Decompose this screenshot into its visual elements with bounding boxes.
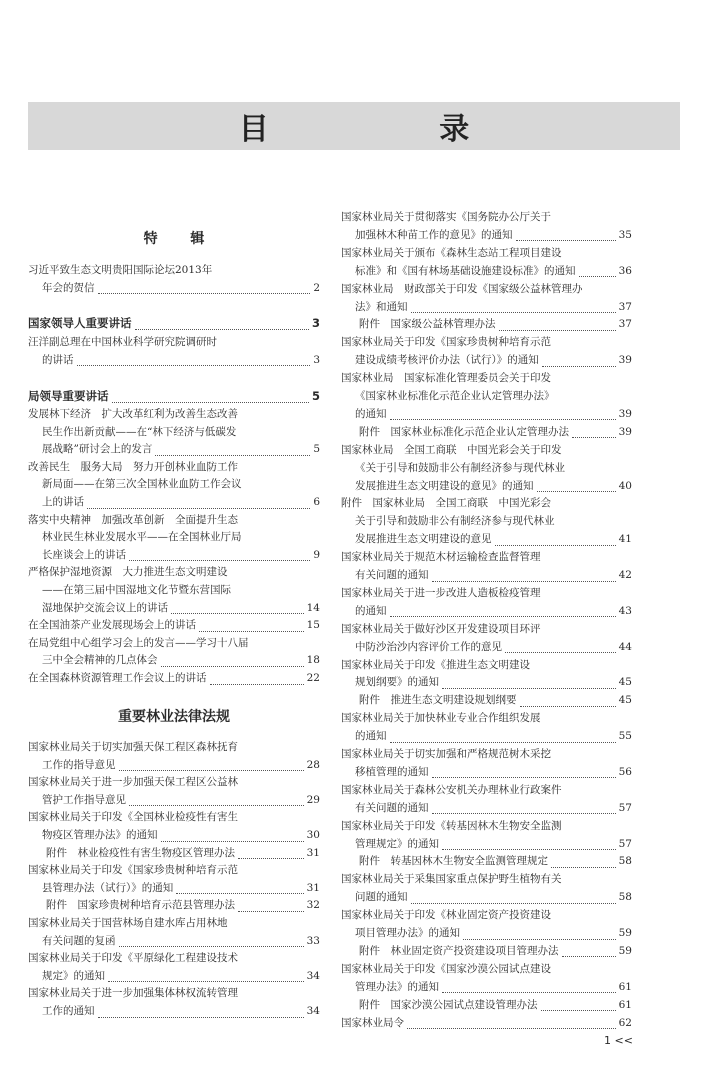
section-page: 3 (311, 316, 320, 330)
toc-entry-text: 中防沙治沙内容评价工作的意见 (355, 640, 502, 653)
toc-entry-line[interactable] (28, 793, 320, 808)
toc-entry-line[interactable] (28, 442, 320, 457)
toc-page-number: 59 (618, 944, 632, 957)
toc-entry-line[interactable] (28, 583, 320, 598)
toc-page-number: 37 (618, 300, 632, 313)
toc-entry-text: 长座谈会上的讲话 (42, 548, 126, 561)
toc-entry-text: 规定》的通知 (42, 969, 105, 982)
toc-page-number: 14 (306, 601, 320, 614)
leader-dots (432, 804, 616, 814)
leader-dots (541, 1001, 616, 1011)
toc-entry-line[interactable] (28, 828, 320, 843)
toc-page-number: 33 (306, 934, 320, 947)
toc-entry-text: 管理规定》的通知 (355, 837, 439, 850)
leader-dots (579, 267, 616, 277)
leader-dots (562, 947, 616, 957)
toc-page-number: 59 (618, 927, 632, 939)
toc-entry-text: 展战略”研讨会上的发言 (42, 443, 153, 456)
toc-page-number: 29 (306, 793, 320, 806)
toc-entry-text: 管护工作指导意见 (42, 793, 126, 806)
toc-entry-line[interactable] (341, 389, 632, 404)
toc-entry-text: 国家林业局关于印发《推进生态文明建设 (341, 658, 530, 671)
toc-entry-line[interactable] (341, 514, 632, 529)
toc-entry-text: 问题的通知 (355, 891, 408, 904)
toc-entry-text: 关于引导和鼓励非公有制经济参与现代林业 (355, 515, 555, 528)
toc-entry-text: 三中全会精神的几点体会 (42, 654, 158, 667)
toc-entry-line[interactable] (28, 969, 320, 984)
toc-entry-text: 习近平致生态文明贵阳国际论坛2013年 (28, 264, 213, 276)
toc-page-number: 44 (618, 640, 632, 653)
toc-entry-text: 的讲话 (42, 353, 74, 366)
toc-page-number: 45 (618, 694, 632, 707)
leader-dots (390, 607, 616, 617)
toc-entry-line[interactable] (341, 854, 632, 869)
toc-page-number: 32 (306, 899, 320, 912)
toc-page-number: 31 (306, 881, 320, 894)
toc-entry-line[interactable] (341, 783, 632, 798)
toc-entry-line[interactable] (28, 460, 320, 475)
toc-entry-text: 国家林业局关于印发《国家珍贵树种培育示范 (28, 864, 238, 877)
toc-entry-text: 国家林业局关于进一步加强集体林权流转管理 (28, 987, 238, 1000)
leader-dots (161, 657, 304, 667)
leader-dots (98, 284, 311, 294)
toc-entry-text: 上的讲话 (42, 496, 84, 508)
toc-entry-text: 移植管理的通知 (355, 765, 429, 778)
section-heading-special: 特 辑 (143, 231, 219, 247)
section-title: 局领导重要讲话 (28, 389, 109, 403)
toc-entry-text: 国家林业局关于印发《平原绿化工程建设技术 (28, 952, 238, 965)
toc-entry-text: 国家林业局关于采集国家重点保护野生植物有关 (341, 873, 562, 886)
title-banner (28, 102, 680, 150)
leader-dots (210, 675, 304, 685)
toc-entry-text: 附件 转基因林木生物安全监测管理规定 (359, 855, 548, 868)
toc-entry-line[interactable] (341, 532, 632, 547)
toc-page-number: 36 (618, 264, 632, 277)
toc-entry-line[interactable] (341, 371, 632, 386)
leader-dots (199, 622, 304, 632)
toc-entry-text: 附件 推进生态文明建设规划纲要 (359, 694, 517, 707)
toc-entry-line[interactable] (341, 264, 632, 279)
leader-dots (112, 393, 309, 403)
leader-dots (495, 536, 616, 546)
toc-entry-line[interactable] (28, 407, 320, 422)
leader-dots (505, 643, 616, 653)
toc-entry-text: 县管理办法（试行）》的通知 (42, 881, 174, 894)
toc-entry-text: 有关问题的通知 (355, 801, 429, 814)
toc-page-number: 61 (618, 980, 632, 993)
toc-entry-line[interactable] (28, 898, 320, 913)
toc-entry-text: 《国家林业标准化示范企业认定管理办法》 (355, 390, 555, 402)
page-number: 1 << (604, 1034, 633, 1047)
leader-dots (537, 482, 616, 492)
toc-page-number: 34 (306, 969, 320, 982)
toc-entry-text: 规划纲要》的通知 (355, 676, 439, 689)
toc-entry-line[interactable] (341, 622, 632, 637)
toc-entry-text: 国家林业局关于规范木材运输检查监督管理 (341, 551, 541, 564)
leader-dots (161, 832, 304, 842)
toc-entry-line[interactable] (341, 228, 632, 243)
toc-entry-line[interactable] (341, 479, 632, 494)
toc-entry-text: 国家林业局关于印发《国家沙漠公园试点建设 (341, 962, 551, 975)
toc-entry-text: 法》和通知 (355, 300, 408, 313)
toc-page-number: 5 (313, 443, 320, 456)
toc-entry-line[interactable] (341, 407, 632, 422)
toc-entry-line[interactable] (341, 908, 632, 923)
toc-entry-line[interactable] (341, 246, 632, 261)
toc-entry-line[interactable] (341, 729, 632, 744)
toc-entry-line[interactable] (28, 565, 320, 580)
toc-entry-text: 林业民生林业发展水平——在全国林业厅局 (42, 531, 242, 544)
toc-entry-line[interactable] (28, 758, 320, 773)
toc-page-number: 39 (618, 407, 632, 420)
toc-entry-text: 管理办法》的通知 (355, 980, 439, 993)
toc-entry-line[interactable] (341, 586, 632, 601)
toc-page-number: 3 (313, 353, 320, 366)
leader-dots (155, 446, 310, 456)
toc-entry-line[interactable] (341, 998, 632, 1013)
toc-entry-text: 国家林业局令 (341, 1016, 404, 1029)
section-heading-leaders[interactable] (28, 316, 320, 331)
toc-entry-text: 严格保护湿地资源 大力推进生态文明建设 (28, 566, 228, 579)
toc-entry-line[interactable] (341, 496, 632, 511)
leader-dots (432, 768, 616, 778)
toc-page-number: 6 (313, 496, 320, 508)
leader-dots (407, 1019, 616, 1029)
toc-entry-line[interactable] (28, 863, 320, 878)
toc-entry-line[interactable] (341, 335, 632, 350)
toc-entry-line[interactable] (28, 846, 320, 861)
toc-entry-line[interactable] (341, 747, 632, 762)
toc-entry-text: 国家林业局关于进一步加强天保工程区公益林 (28, 776, 238, 789)
toc-entry-line[interactable] (341, 443, 632, 458)
leader-dots (520, 697, 616, 707)
toc-entry-line[interactable] (28, 671, 320, 686)
toc-entry-text: 国家林业局 全国工商联 中国光彩会关于印发 (341, 443, 562, 456)
toc-entry-line[interactable] (341, 801, 632, 816)
toc-entry-line[interactable] (341, 604, 632, 619)
toc-entry-text: 湿地保护交流会议上的讲话 (42, 601, 168, 614)
toc-entry-line[interactable] (341, 300, 632, 315)
toc-entry-text: 在局党组中心组学习会上的发言——学习十八届 (28, 636, 249, 649)
toc-page-number: 35 (618, 228, 632, 241)
toc-entry-text: 发展推进生态文明建设的意见》的通知 (355, 479, 534, 492)
toc-entry-text: 附件 国家林业标准化示范企业认定管理办法 (359, 425, 569, 438)
toc-entry-text: 国家林业局关于印发《林业固定资产投资建设 (341, 909, 551, 922)
toc-entry-text: 建设成绩考核评价办法（试行）》的通知 (355, 354, 539, 367)
toc-entry-line[interactable] (341, 210, 632, 225)
toc-entry-line[interactable] (28, 353, 320, 368)
toc-page-number: 15 (306, 619, 320, 632)
section-heading-law: 重要林业法律法规 (118, 709, 230, 725)
toc-page-number: 61 (618, 998, 632, 1011)
toc-entry-text: 的通知 (355, 604, 387, 617)
toc-entry-text: 国家林业局关于森林公安机关办理林业行政案件 (341, 783, 562, 796)
toc-entry-text: 国家林业局关于进一步改进人造板检疫管理 (341, 586, 541, 599)
toc-page-number: 22 (306, 672, 320, 684)
toc-entry-line[interactable] (28, 986, 320, 1001)
leader-dots (390, 410, 616, 420)
toc-entry-text: 《关于引导和鼓励非公有制经济参与现代林业 (355, 461, 565, 474)
toc-entry-line[interactable] (341, 568, 632, 583)
toc-entry-text: 附件 国家珍贵树种培育示范县管理办法 (46, 899, 235, 912)
toc-entry-line[interactable] (341, 926, 632, 941)
toc-page-number: 39 (618, 354, 632, 367)
toc-entry-text: 国家林业局关于贯彻落实《国务院办公厅关于 (341, 211, 551, 223)
toc-entry-line[interactable] (341, 872, 632, 887)
leader-dots (411, 894, 616, 904)
toc-entry-line[interactable] (28, 618, 320, 633)
toc-entry-line[interactable] (341, 890, 632, 905)
toc-entry-line[interactable] (28, 951, 320, 966)
leader-dots (572, 428, 616, 438)
toc-page-number: 58 (618, 855, 632, 868)
toc-entry-text: 改善民生 服务大局 努力开创林业血防工作 (28, 460, 238, 473)
toc-entry-text: 新局面——在第三次全国林业血防工作会议 (42, 478, 242, 491)
toc-entry-line[interactable] (28, 934, 320, 949)
toc-entry-text: 国家林业局 国家标准化管理委员会关于印发 (341, 372, 551, 385)
leader-dots (238, 849, 304, 859)
leader-dots (129, 796, 304, 806)
toc-page-number: 37 (618, 318, 632, 331)
toc-entry-line[interactable] (28, 495, 320, 510)
leader-dots (238, 902, 304, 912)
toc-entry-text: 附件 国家级公益林管理办法 (359, 318, 496, 331)
toc-entry-text: 国家林业局关于做好沙区开发建设项目环评 (341, 622, 541, 635)
leader-dots (442, 983, 616, 993)
section-title: 国家领导人重要讲话 (28, 316, 132, 330)
toc-entry-text: 在全国森林资源管理工作会议上的讲话 (28, 672, 207, 684)
leader-dots (98, 1008, 304, 1018)
toc-entry-line[interactable] (341, 658, 632, 673)
toc-entry-line[interactable] (28, 335, 320, 350)
toc-entry-line[interactable] (341, 837, 632, 852)
toc-entry-text: 国家林业局关于印发《全国林业检疫性有害生 (28, 811, 238, 824)
leader-dots (119, 937, 304, 947)
toc-entry-line[interactable] (28, 636, 320, 651)
toc-entry-text: ——在第三届中国湿地文化节暨东营国际 (42, 584, 231, 596)
leader-dots (129, 551, 310, 561)
toc-page-number: 40 (618, 479, 632, 492)
toc-entry-text: 标准》和《国有林场基础设施建设标准》的通知 (355, 264, 576, 277)
leader-dots (442, 840, 616, 850)
toc-page-number: 41 (618, 533, 632, 546)
leader-dots (119, 761, 304, 771)
toc-entry-text: 在全国油茶产业发展现场会上的讲话 (28, 619, 196, 632)
toc-entry-text: 工作的指导意见 (42, 758, 116, 771)
toc-entry-text: 国家林业局关于颁布《森林生态站工程项目建设 (341, 246, 562, 259)
toc-entry-line[interactable] (28, 916, 320, 931)
toc-entry-text: 发展林下经济 扩大改革红利为改善生态改善 (28, 408, 238, 420)
toc-page-number: 58 (618, 891, 632, 904)
toc-entry-line[interactable] (28, 530, 320, 545)
toc-entry-line[interactable] (28, 513, 320, 528)
toc-entry-text: 附件 国家沙漠公园试点建设管理办法 (359, 998, 538, 1011)
toc-entry-text: 附件 国家林业局 全国工商联 中国光彩会 (341, 497, 551, 510)
leader-dots (542, 357, 616, 367)
toc-page-number: 30 (306, 829, 320, 841)
page-title: 目 录 (238, 112, 550, 147)
toc-entry-text: 国家林业局 财政部关于印发《国家级公益林管理办 (341, 282, 583, 295)
toc-entry-text: 有关问题的通知 (355, 569, 429, 581)
section-heading-bureau[interactable] (28, 389, 320, 404)
toc-entry-line[interactable] (28, 653, 320, 668)
toc-entry-text: 加强林木种苗工作的意见》的通知 (355, 228, 513, 241)
toc-page-number: 34 (306, 1005, 320, 1017)
toc-entry-line[interactable] (341, 980, 632, 995)
toc-entry-text: 附件 林业检疫性有害生物疫区管理办法 (46, 846, 235, 859)
toc-entry-line[interactable] (341, 765, 632, 780)
toc-page-number: 42 (618, 569, 632, 581)
toc-entry-line[interactable] (28, 601, 320, 616)
leader-dots (171, 604, 304, 614)
leader-dots (551, 858, 616, 868)
toc-page-number: 39 (618, 425, 632, 438)
toc-page-number: 43 (618, 604, 632, 617)
toc-entry-text: 国家林业局关于印发《国家珍贵树种培育示范 (341, 336, 551, 349)
toc-page-number: 31 (306, 846, 320, 859)
toc-entry-text: 国家林业局关于国营林场自建水库占用林地 (28, 917, 228, 929)
toc-page-number: 57 (618, 801, 632, 814)
toc-entry-line[interactable] (28, 775, 320, 790)
toc-entry-line[interactable] (341, 962, 632, 977)
toc-entry-line[interactable] (341, 711, 632, 726)
leader-dots (432, 572, 616, 582)
toc-entry-text: 国家林业局关于切实加强和严格规范树木采挖 (341, 748, 551, 760)
leader-dots (516, 231, 616, 241)
toc-page-number: 45 (618, 676, 632, 689)
section-page: 5 (311, 389, 320, 403)
leader-dots (108, 972, 304, 982)
toc-entry-text: 国家林业局关于加快林业专业合作组织发展 (341, 712, 541, 725)
toc-entry-line[interactable] (28, 548, 320, 563)
toc-page-number: 56 (618, 765, 632, 778)
toc-entry-text: 的通知 (355, 730, 387, 743)
toc-entry-text: 的通知 (355, 407, 387, 420)
leader-dots (390, 733, 616, 743)
toc-page-number: 55 (618, 730, 632, 743)
toc-entry-line[interactable] (341, 675, 632, 690)
toc-entry-text: 落实中央精神 加强改革创新 全面提升生态 (28, 513, 238, 526)
toc-entry-line[interactable] (341, 425, 632, 440)
toc-entry-line[interactable] (341, 1016, 632, 1031)
leader-dots (176, 884, 303, 894)
toc-entry-line[interactable] (341, 640, 632, 655)
toc-entry-text: 年会的贺信 (42, 281, 95, 294)
toc-page-number: 28 (306, 758, 320, 771)
toc-page-number: 62 (618, 1016, 632, 1029)
leader-dots (442, 679, 616, 689)
toc-entry-text: 工作的通知 (42, 1005, 95, 1017)
toc-entry-line[interactable] (28, 810, 320, 825)
toc-entry-line[interactable] (28, 281, 320, 296)
toc-entry-text: 项目管理办法》的通知 (355, 927, 460, 939)
toc-entry-text: 附件 林业固定资产投资建设项目管理办法 (359, 944, 559, 957)
toc-entry-text: 有关问题的复函 (42, 934, 116, 947)
leader-dots (135, 320, 309, 330)
leader-dots (499, 321, 616, 331)
leader-dots (77, 356, 311, 366)
toc-entry-line[interactable] (341, 693, 632, 708)
toc-entry-text: 汪洋副总理在中国林业科学研究院调研时 (28, 336, 217, 348)
toc-entry-line[interactable] (341, 819, 632, 834)
toc-entry-line[interactable] (28, 1004, 320, 1019)
toc-entry-line[interactable] (341, 282, 632, 297)
toc-entry-line[interactable] (341, 944, 632, 959)
toc-page-number: 57 (618, 837, 632, 850)
toc-entry-line[interactable] (341, 317, 632, 332)
toc-entry-line[interactable] (28, 881, 320, 896)
toc-page-number: 18 (306, 654, 320, 667)
leader-dots (411, 303, 616, 313)
toc-entry-text: 国家林业局关于印发《转基因林木生物安全监测 (341, 819, 562, 832)
toc-entry-text: 发展推进生态文明建设的意见 (355, 533, 492, 546)
toc-entry-line[interactable] (28, 740, 320, 755)
toc-entry-text: 国家林业局关于切实加强天保工程区森林抚育 (28, 741, 238, 753)
toc-entry-line[interactable] (28, 425, 320, 440)
toc-entry-text: 民生作出新贡献——在“林下经济与低碳发 (42, 425, 237, 438)
toc-entry-text: 物疫区管理办法》的通知 (42, 829, 158, 841)
toc-entry-line[interactable] (341, 353, 632, 368)
toc-page-number: 2 (313, 281, 320, 294)
toc-entry-line[interactable] (341, 461, 632, 476)
leader-dots (463, 930, 616, 940)
toc-entry-line[interactable] (28, 263, 320, 278)
toc-page-number: 9 (313, 548, 320, 561)
toc-entry-line[interactable] (28, 477, 320, 492)
toc-entry-line[interactable] (341, 550, 632, 565)
leader-dots (87, 499, 310, 509)
